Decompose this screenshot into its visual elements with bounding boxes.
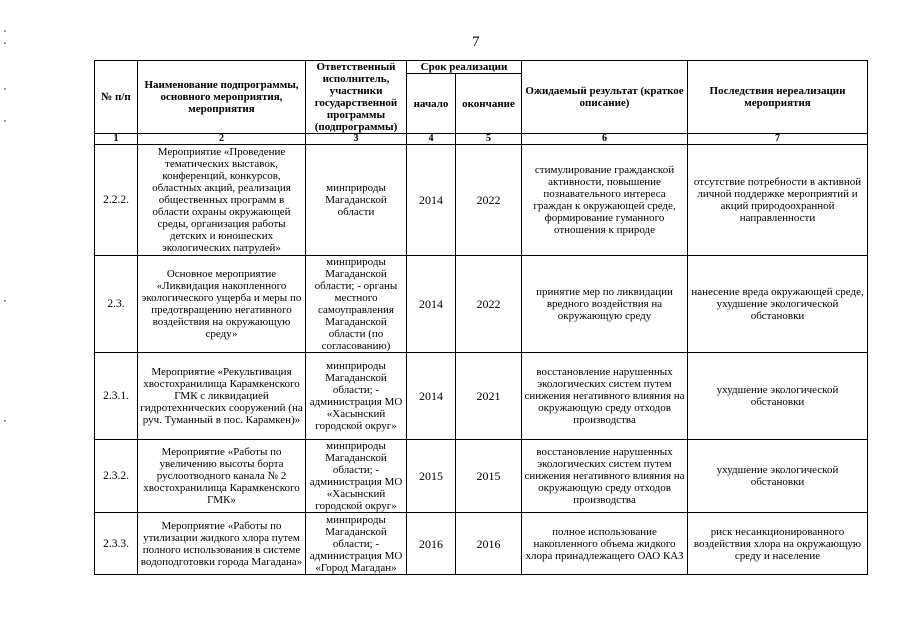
row-num: 2.3.1. [95, 353, 138, 440]
row-num: 2.2.2. [95, 145, 138, 256]
row-result: полное использование накопленного объема жидкого хлора принадлежащего ОАО КАЗ [522, 513, 688, 575]
header-consequences: Последствия нереализации мероприятия [688, 61, 868, 134]
table-row [95, 513, 868, 575]
row-responsible: минприроды Магаданской области; - администрация МО «Хасынский городской округ» [306, 353, 407, 440]
row-result: принятие мер по ликвидации вредного воздействия на окружающую среду [522, 256, 688, 353]
header-term: Срок реализации [407, 61, 522, 74]
table-row [95, 256, 868, 353]
table-row [95, 440, 868, 513]
column-number: 5 [456, 134, 522, 145]
header-end: окончание [456, 74, 522, 134]
row-result: восстановление нарушенных экологических систем путем снижения негативного влияния на окружающую среду отходов производства [522, 440, 688, 513]
row-name: Мероприятие «Рекультивация хвостохранилища Карамкенского ГМК с ликвидацией гидротехнических сооружений (на руч. Туманный в пос. Карамкен)» [138, 353, 306, 440]
row-num: 2.3. [95, 256, 138, 353]
row-start: 2016 [407, 513, 456, 575]
row-consequences: ухудшение экологической обстановки [688, 440, 868, 513]
row-result: восстановление нарушенных экологических систем путем снижения негативного влияния на окружающую среду отходов производства [522, 353, 688, 440]
row-end: 2022 [456, 145, 522, 256]
header-responsible: Ответственный исполнитель, участники государственной программы (подпрограммы) [306, 61, 407, 134]
row-responsible: минприроды Магаданской области; - органы местного самоуправления Магаданской области (по согласованию) [306, 256, 407, 353]
scan-edge-marks [4, 0, 12, 640]
row-consequences: отсутствие потребности в активной личной поддержке мероприятий и акций природоохранной направленности [688, 145, 868, 256]
row-end: 2022 [456, 256, 522, 353]
row-name: Мероприятие «Проведение тематических выставок, конференций, конкурсов, областных акций, реализация общественных программ в области охраны окружающей среды, организация работы детских и юношеских экологических патрулей» [138, 145, 306, 256]
column-number: 3 [306, 134, 407, 145]
header-result: Ожидаемый результат (краткое описание) [522, 61, 688, 134]
row-start: 2015 [407, 440, 456, 513]
column-number: 4 [407, 134, 456, 145]
row-name: Основное мероприятие «Ликвидация накопленного экологического ущерба и меры по предотвращению негативного воздействия на окружающую среду» [138, 256, 306, 353]
program-table [94, 60, 868, 575]
column-number: 6 [522, 134, 688, 145]
page-number: 7 [472, 34, 480, 50]
column-number: 1 [95, 134, 138, 145]
table-row [95, 145, 868, 256]
row-start: 2014 [407, 145, 456, 256]
header-start: начало [407, 74, 456, 134]
row-num: 2.3.2. [95, 440, 138, 513]
column-number: 2 [138, 134, 306, 145]
row-responsible: минприроды Магаданской области [306, 145, 407, 256]
row-name: Мероприятие «Работы по утилизации жидкого хлора путем полного использования в системе водоподготовки города Магадана» [138, 513, 306, 575]
row-num: 2.3.3. [95, 513, 138, 575]
row-consequences: нанесение вреда окружающей среде, ухудшение экологической обстановки [688, 256, 868, 353]
row-responsible: минприроды Магаданской области; - администрация МО «Хасынский городской округ» [306, 440, 407, 513]
header-num: № п/п [95, 61, 138, 134]
row-end: 2015 [456, 440, 522, 513]
table-row [95, 353, 868, 440]
column-number: 7 [688, 134, 868, 145]
row-result: стимулирование гражданской активности, повышение познавательного интереса граждан к окружающей среде, формирование гуманного отношения к природе [522, 145, 688, 256]
row-name: Мероприятие «Работы по увеличению высоты борта руслоотводного канала № 2 хвостохранилища Карамкенского ГМК» [138, 440, 306, 513]
header-name: Наименование подпрограммы, основного мероприятия, мероприятия [138, 61, 306, 134]
row-end: 2016 [456, 513, 522, 575]
row-consequences: ухудшение экологической обстановки [688, 353, 868, 440]
row-end: 2021 [456, 353, 522, 440]
row-start: 2014 [407, 353, 456, 440]
row-consequences: риск несанкционированного воздействия хлора на окружающую среду и население [688, 513, 868, 575]
row-start: 2014 [407, 256, 456, 353]
row-responsible: минприроды Магаданской области; - администрация МО «Город Магадан» [306, 513, 407, 575]
